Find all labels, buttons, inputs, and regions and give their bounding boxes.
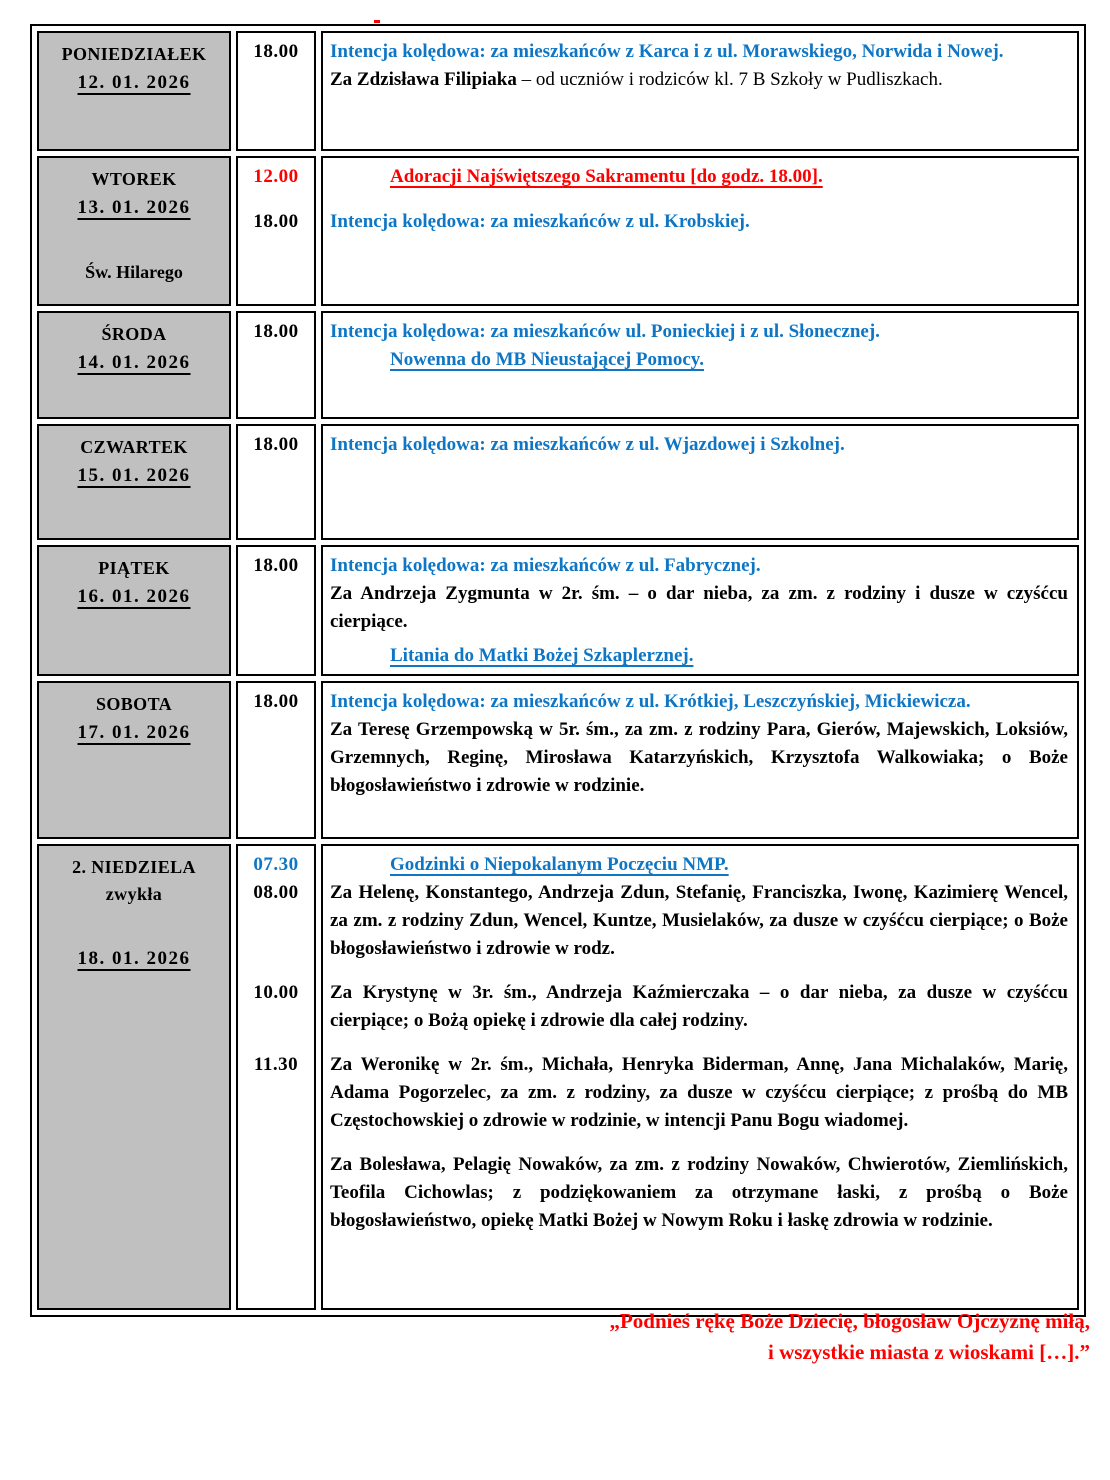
mass-time: 18.00	[253, 555, 299, 576]
intention-entry	[330, 1051, 1068, 1135]
table-row	[37, 844, 1079, 1310]
intention-entry	[390, 642, 1068, 670]
intentions-cell	[321, 681, 1079, 839]
table-row	[37, 311, 1079, 419]
day-date-text: 18. 01. 2026	[77, 948, 191, 969]
intention-text-segment: Intencja kolędowa: za mieszkańców z ul. Krobskiej.	[330, 211, 750, 232]
intention-text-segment: Intencja kolędowa: za mieszkańców ul. Ponieckiej i z ul. Słonecznej.	[330, 321, 880, 342]
intention-entry	[330, 208, 1068, 236]
day-date-text: 14. 01. 2026	[77, 352, 191, 373]
day-name: PONIEDZIAŁEK	[61, 44, 207, 64]
mass-time: 07.30	[253, 854, 299, 875]
intention-text-segment: Za Andrzeja Zygmunta w 2r. śm. – o dar nieba, za zm. z rodziny i dusze w czyśćcu cierpiące.	[330, 583, 1068, 632]
day-date	[43, 944, 225, 974]
mass-time: 18.00	[253, 211, 299, 232]
day-date	[43, 193, 225, 223]
table-row	[37, 424, 1079, 540]
day-date	[43, 348, 225, 378]
intention-entry	[390, 163, 1068, 191]
day-name: CZWARTEK	[80, 437, 188, 457]
intention-text-segment: Intencja kolędowa: za mieszkańców z ul. Wjazdowej i Szkolnej.	[330, 434, 845, 455]
intention-entry	[330, 38, 1068, 66]
day-cell	[37, 844, 231, 1310]
day-name: PIĄTEK	[98, 558, 170, 578]
intention-text-segment: Za Teresę Grzempowską w 5r. śm., za zm. z rodziny Para, Gierów, Majewskich, Loksiów, Grzemnych, Reginę, Mirosława Katarzyńskich, Krzysztofa Walkowiaka; o Boże błogosławieństwo i zdrowie w rodzinie.	[330, 719, 1068, 796]
day-date-text: 13. 01. 2026	[77, 197, 191, 218]
mass-time: 18.00	[253, 434, 299, 455]
intentions-cell	[321, 545, 1079, 676]
intention-entry	[330, 688, 1068, 716]
intention-entry	[330, 716, 1068, 800]
table-row	[37, 681, 1079, 839]
day-name: zwykła	[105, 884, 163, 904]
intention-text-segment: Za Bolesława, Pelagię Nowaków, za zm. z rodziny Nowaków, Chwierotów, Ziemlińskich, Teofila Cichowlas; z podziękowaniem za otrzymane łaski, z prośbą o Boże błogosławieństwo, opiekę Matki Bożej w Nowym Roku i łaskę zdrowia w rodzinie.	[330, 1154, 1068, 1231]
day-cell	[37, 545, 231, 676]
day-cell	[37, 681, 231, 839]
table-row	[37, 156, 1079, 306]
day-name: SOBOTA	[95, 694, 173, 714]
time-cell	[236, 545, 316, 676]
intention-entry	[330, 879, 1068, 963]
intention-text-segment: Adoracji Najświętszego Sakramentu [do godz. 18.00].	[390, 166, 823, 187]
day-cell	[37, 424, 231, 540]
mass-time: 08.00	[253, 882, 299, 903]
intention-text-segment: Intencja kolędowa: za mieszkańców z ul. Krótkiej, Leszczyńskiej, Mickiewicza.	[330, 691, 971, 712]
day-date	[43, 461, 225, 491]
footer-quote	[370, 1306, 1090, 1368]
intention-entry	[330, 580, 1068, 636]
intention-text-segment: – od uczniów i rodziców kl. 7 B Szkoły w Pudliszkach.	[521, 69, 943, 90]
intentions-cell	[321, 311, 1079, 419]
intention-text-segment: Za Zdzisława Filipiaka	[330, 69, 522, 90]
intention-text-segment: Intencja kolędowa: za mieszkańców z Karca i z ul. Morawskiego, Norwida i Nowej.	[330, 41, 1004, 62]
intention-text-segment: Za Krystynę w 3r. śm., Andrzeja Kaźmierczaka – o dar nieba, za dusze w czyśćcu cierpiące; o Bożą opiekę i zdrowie dla całej rodziny.	[330, 982, 1068, 1031]
intentions-cell	[321, 31, 1079, 151]
day-cell	[37, 311, 231, 419]
table-row	[37, 31, 1079, 151]
intention-text-segment: Litania do Matki Bożej Szkaplerznej.	[390, 645, 694, 666]
intention-entry	[330, 979, 1068, 1035]
intention-entry	[330, 1151, 1068, 1235]
day-date-text: 12. 01. 2026	[77, 72, 191, 93]
schedule-body	[37, 31, 1079, 1310]
stray-red-mark	[374, 20, 380, 23]
time-cell	[236, 311, 316, 419]
time-cell	[236, 681, 316, 839]
time-cell	[236, 844, 316, 1310]
intention-entry	[330, 552, 1068, 580]
intentions-cell	[321, 424, 1079, 540]
intention-text-segment: Za Weronikę w 2r. śm., Michała, Henryka Biderman, Annę, Jana Michalaków, Marię, Adama Pogorzelec, za zm. z rodziny, za dusze w czyśćcu cierpiące; z prośbą do MB Częstochowskiej o zdrowie w rodzinie, w intencji Panu Bogu wiadomej.	[330, 1054, 1068, 1131]
mass-time: 12.00	[253, 166, 299, 187]
time-cell	[236, 424, 316, 540]
day-note: Św. Hilarego	[85, 262, 183, 282]
day-name: ŚRODA	[101, 324, 167, 344]
day-date-text: 17. 01. 2026	[77, 722, 191, 743]
intention-text-segment: Godzinki o Niepokalanym Poczęciu NMP.	[390, 854, 729, 875]
day-date	[43, 718, 225, 748]
intention-entry	[330, 431, 1068, 459]
footer-quote-line: i wszystkie miasta z wioskami […].”	[768, 1340, 1090, 1364]
table-row	[37, 545, 1079, 676]
day-date	[43, 582, 225, 612]
intention-text-segment: Za Helenę, Konstantego, Andrzeja Zdun, Stefanię, Franciszka, Iwonę, Kazimierę Wencel, za zm. z rodziny Zdun, Wencel, Kuntze, Musielaków, za dusze w czyśćcu cierpiące; o Boże błogosławieństwo i zdrowie w rodz.	[330, 882, 1068, 959]
intentions-cell	[321, 156, 1079, 306]
day-date-text: 15. 01. 2026	[77, 465, 191, 486]
intention-text-segment: Nowenna do MB Nieustającej Pomocy.	[390, 349, 704, 370]
time-cell	[236, 156, 316, 306]
intention-entry	[390, 851, 1068, 879]
day-name: 2. NIEDZIELA	[72, 857, 196, 877]
day-cell	[37, 31, 231, 151]
mass-time: 10.00	[253, 982, 299, 1003]
schedule-table	[30, 24, 1086, 1317]
footer-quote-line: „Podnieś rękę Boże Dziecię, błogosław Ojczyznę miłą,	[609, 1309, 1090, 1333]
mass-time: 18.00	[253, 691, 299, 712]
mass-time: 18.00	[253, 41, 299, 62]
mass-time: 18.00	[253, 321, 299, 342]
intention-entry	[390, 346, 1068, 374]
intention-entry	[330, 318, 1068, 346]
intentions-cell	[321, 844, 1079, 1310]
mass-time: 11.30	[253, 1054, 299, 1075]
day-date-text: 16. 01. 2026	[77, 586, 191, 607]
day-name: WTOREK	[91, 169, 177, 189]
day-date	[43, 68, 225, 98]
day-cell	[37, 156, 231, 306]
intention-entry	[330, 66, 1068, 94]
time-cell	[236, 31, 316, 151]
intention-text-segment: Intencja kolędowa: za mieszkańców z ul. Fabrycznej.	[330, 555, 761, 576]
